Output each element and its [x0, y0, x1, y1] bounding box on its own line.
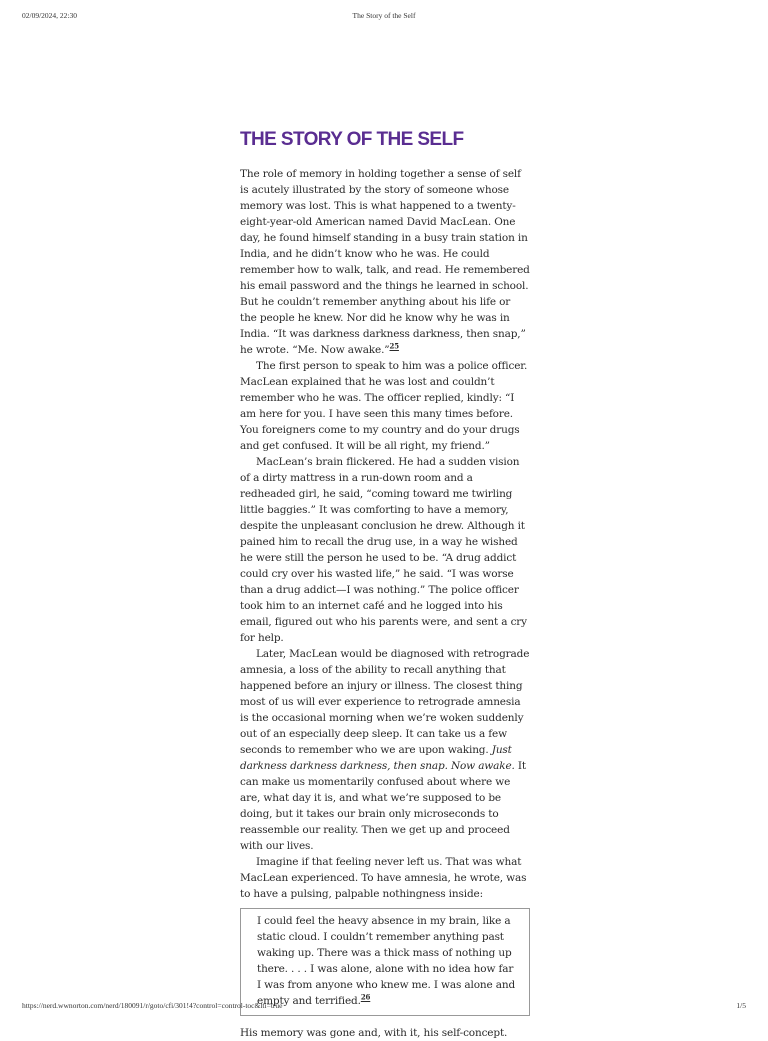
chapter-body [240, 166, 530, 1041]
block-quote-text [257, 913, 519, 1009]
chapter-title: THE STORY OF THE SELF [240, 129, 464, 150]
block-quote [240, 908, 530, 1016]
quote-text: I could feel the heavy absence in my brain, like a static cloud. I couldn’t remember anything past waking up. There was a thick mass of nothing up there. . . . I was alone, alone with no idea how far I was from anyone who knew me. I was alone and empty and terrified. [257, 915, 516, 1007]
print-footer [22, 1001, 746, 1013]
paragraph-2: The first person to speak to him was a police officer. MacLean explained that he was lost and couldn’t remember who he was. The officer replied, kindly: “I am here for you. I have seen this many times before. You foreigners come to my country and do your drugs and get confused. It will be all right, my friend.” [240, 360, 528, 452]
paragraph-text: It can make us momentarily confused about where we are, what day it is, and what we’re supposed to be doing, but it takes our brain only microseconds to reassemble our reality. Then we get up and proceed with our lives. [240, 760, 526, 852]
closing-paragraph: His memory was gone and, with it, his self-concept. [240, 1027, 508, 1039]
print-document-title: The Story of the Self [352, 11, 416, 20]
paragraph-4 [240, 646, 530, 854]
footnote-link-26[interactable]: 26 [360, 992, 371, 1002]
italic-quote: Just darkness darkness darkness, then snap. Now awake. [240, 744, 515, 772]
page-number: 1/5 [736, 1001, 746, 1010]
print-url: https://nerd.wwnorton.com/nerd/180091/r/goto/cfi/301!4?control=control-toc&lti=true [22, 1001, 283, 1010]
footnote-link-25[interactable]: 25 [389, 341, 399, 351]
print-date: 02/09/2024, 22:30 [22, 11, 78, 20]
paragraph-text: The role of memory in holding together a sense of self is acutely illustrated by the story of someone whose memory was lost. This is what happened to a twenty-eight-year-old American named David MacLean. One day, he found himself standing in a busy train station in India, and he didn’t know who he was. He could remember how to walk, talk, and read. He remembered his email password and the things he learned in school. But he couldn’t remember anything about his life or the people he knew. Nor did he know why he was in India. “It was darkness darkness darkness, then snap,” he wrote. “Me. Now awake.” [240, 168, 530, 356]
paragraph-3: MacLean’s brain flickered. He had a sudden vision of a dirty mattress in a run-down room and a redheaded girl, he said, “coming toward me twirling little baggies.” It was comforting to have a memory, despite the unpleasant conclusion he drew. Although it pained him to recall the drug use, in a way he wished he were still the person he used to be. “A drug addict could cry over his wasted life,” he said. “I was worse than a drug addict—I was nothing.” The police officer took him to an internet café and he logged into his email, figured out who his parents were, and sent a cry for help. [240, 456, 527, 644]
print-header [22, 11, 746, 23]
chapter-content [240, 128, 530, 1041]
paragraph-1 [240, 166, 530, 358]
paragraph-text: Later, MacLean would be diagnosed with retrograde amnesia, a loss of the ability to recall anything that happened before an injury or illness. The closest thing most of us will ever experience to retrograde amnesia is the occasional morning when we’re woken suddenly out of an especially deep sleep. It can take us a few seconds to remember who we are upon waking. [240, 648, 530, 756]
paragraph-5: Imagine if that feeling never left us. That was what MacLean experienced. To have amnesia, he wrote, was to have a pulsing, palpable nothingness inside: [240, 856, 527, 900]
